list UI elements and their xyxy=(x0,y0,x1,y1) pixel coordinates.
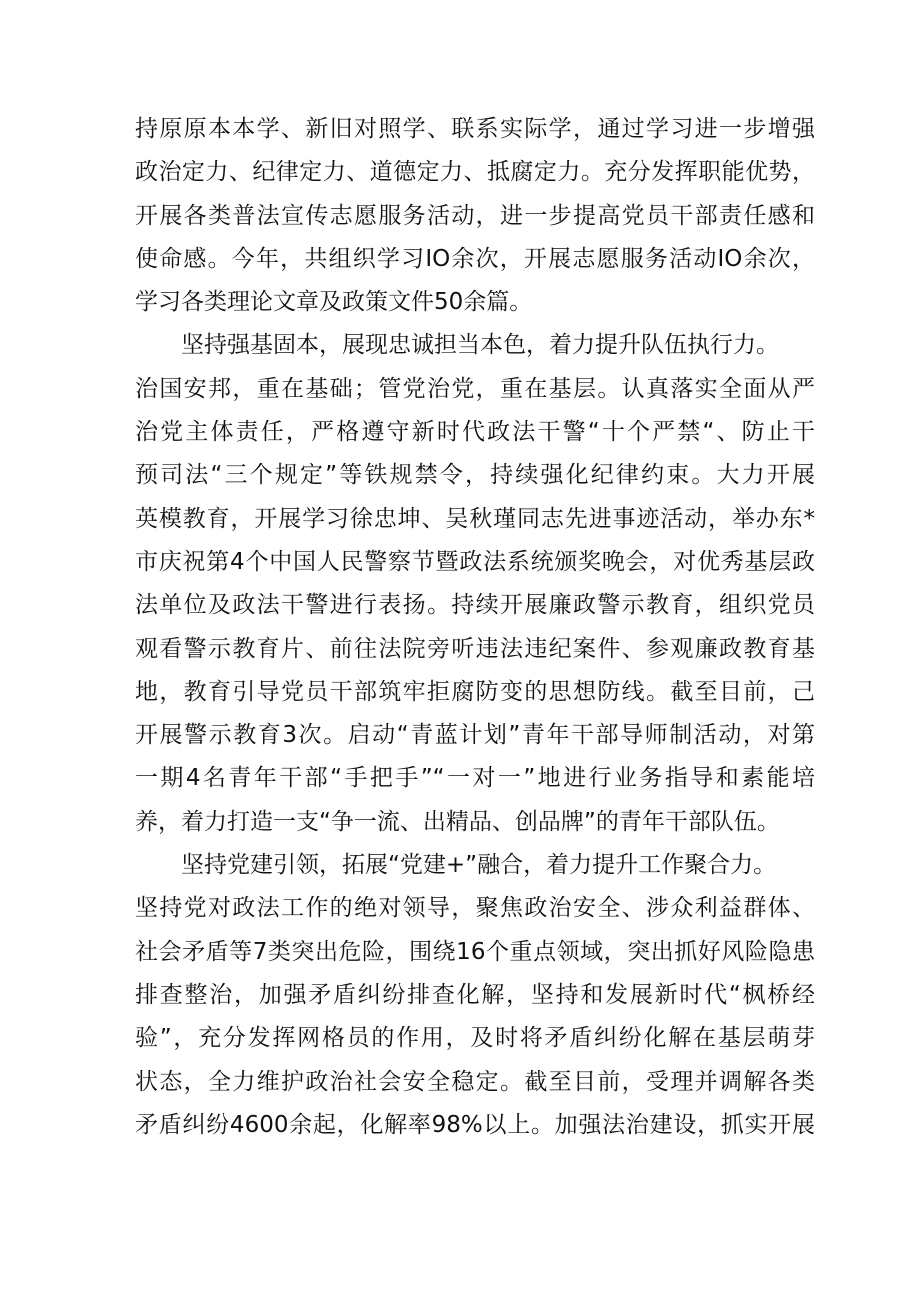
paragraph-line: 开展各类普法宣传志愿服务活动，进一步提高党员干部责任感和 xyxy=(135,202,815,229)
paragraph-3 xyxy=(135,844,815,1147)
paragraph-line: 观看警示教育片、前往法院旁听违法违纪案件、参观廉政教育基 xyxy=(135,635,815,662)
paragraph-line: 开展警示教育3次。启动“青蓝计划”青年干部导师制活动，对第 xyxy=(135,722,815,749)
paragraph-1 xyxy=(135,108,815,324)
paragraph-heading-line: 坚持强基固本，展现忠诚担当本色，着力提升队伍执行力。 xyxy=(181,332,779,359)
paragraph-line: 养，着力打造一支“争一流、出精品、创品牌”的青年干部队伍。 xyxy=(135,808,780,835)
paragraph-line: 验”，充分发挥网格员的作用，及时将矛盾纠纷化解在基层萌芽 xyxy=(135,1025,815,1052)
paragraph-line: 地，教育引导党员干部筑牢拒腐防变的思想防线。截至目前，己 xyxy=(135,678,815,705)
paragraph-line: 学习各类理论文章及政策文件50余篇。 xyxy=(135,289,533,316)
paragraph-line: 治党主体责任，严格遵守新时代政法干警“十个严禁“、防止干 xyxy=(135,419,815,446)
paragraph-line: 矛盾纠纷4600余起，化解率98%以上。加强法治建设，抓实开展 xyxy=(135,1111,815,1138)
paragraph-line: 排查整治，加强矛盾纠纷排查化解，坚持和发展新时代“枫桥经 xyxy=(135,981,815,1008)
paragraph-line: 持原原本本学、新旧对照学、联系实际学，通过学习进一步增强 xyxy=(135,116,815,142)
paragraph-line: 英模教育，开展学习徐忠坤、吴秋瑾同志先进事迹活动，举办东* xyxy=(135,505,815,532)
paragraph-line: 状态，全力维护政治社会安全稳定。截至目前，受理并调解各类 xyxy=(135,1068,815,1095)
paragraph-line: 治国安邦，重在基础；管党治党，重在基层。认真落实全面从严 xyxy=(135,375,815,402)
paragraph-2 xyxy=(135,324,815,844)
paragraph-heading-line: 坚持党建引领，拓展“党建+”融合，着力提升工作聚合力。 xyxy=(181,852,777,879)
paragraph-line: 社会矛盾等7类突出危险，围绕16个重点领域，突出抓好风险隐患 xyxy=(135,938,815,965)
paragraph-line: 预司法“三个规定”等铁规禁令，持续强化纪律约束。大力开展 xyxy=(135,462,815,489)
paragraph-line: 政治定力、纪律定力、道德定力、抵腐定力。充分发挥职能优势， xyxy=(135,159,815,186)
document-body xyxy=(135,108,815,1147)
paragraph-line: 使命感。今年，共组织学习IO余次，开展志愿服务活动IO余次， xyxy=(135,245,815,272)
paragraph-line: 市庆祝第4个中国人民警察节暨政法系统颁奖晚会，对优秀基层政 xyxy=(135,548,815,575)
paragraph-line: 坚持党对政法工作的绝对领导，聚焦政治安全、涉众利益群体、 xyxy=(135,895,815,922)
paragraph-line: 法单位及政法干警进行表扬。持续开展廉政警示教育，组织党员 xyxy=(135,592,815,619)
paragraph-line: 一期4名青年干部“手把手”“一对一”地进行业务指导和素能培 xyxy=(135,765,815,792)
